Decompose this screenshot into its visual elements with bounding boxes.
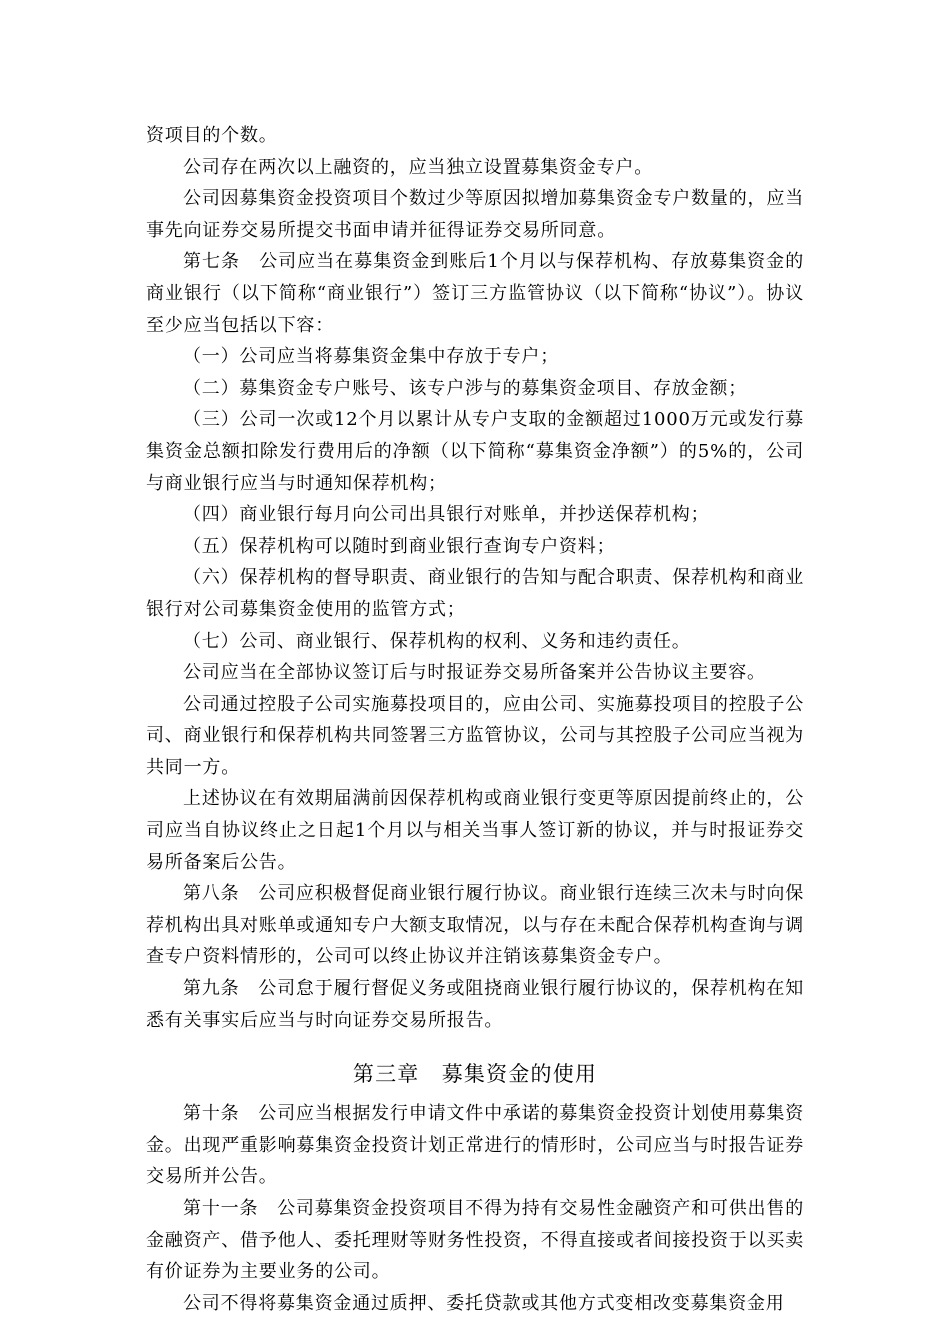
list-item: （六）保荐机构的督导职责、商业银行的告知与配合职责、保荐机构和商业银行对公司募集资金使用的监管方式；: [146, 567, 804, 620]
paragraph: 公司因募集资金投资项目个数过少等原因拟增加募集资金专户数量的，应当事先向证券交易所提交书面申请并征得证券交易所同意。: [146, 188, 804, 241]
list-item: （四）商业银行每月向公司出具银行对账单，并抄送保荐机构；: [183, 504, 710, 526]
article-11: 第十一条 公司募集资金投资项目不得为持有交易性金融资产和可供出售的金融资产、借予他人、委托理财等财务性投资，不得直接或者间接投资于以买卖有价证券为主要业务的公司。: [146, 1198, 804, 1283]
list-item: （一）公司应当将募集资金集中存放于专户；: [183, 346, 559, 368]
document-body: [146, 120, 804, 1319]
list-item: （七）公司、商业银行、保荐机构的权利、义务和违约责任。: [183, 630, 691, 652]
chapter-title: 第三章 募集资金的使用: [352, 1062, 598, 1087]
article-10: 第十条 公司应当根据发行申请文件中承诺的募集资金投资计划使用募集资金。出现严重影响募集资金投资计划正常进行的情形时，公司应当与时报告证券交易所并公告。: [146, 1103, 804, 1188]
list-item: （三）公司一次或12个月以累计从专户支取的金额超过1000万元或发行募集资金总额扣除发行费用后的净额（以下简称“募集资金净额”）的5%的，公司与商业银行应当与时通知保荐机构；: [146, 409, 804, 494]
article-9: 第九条 公司怠于履行督促义务或阻挠商业银行履行协议的，保荐机构在知悉有关事实后应当与时向证券交易所报告。: [146, 978, 804, 1031]
article-7: 第七条 公司应当在募集资金到账后1个月以与保荐机构、存放募集资金的商业银行（以下简称“商业银行”）签订三方监管协议（以下简称“协议”）。协议至少应当包括以下容：: [146, 251, 804, 336]
paragraph: 资项目的个数。: [146, 125, 278, 146]
paragraph: 公司通过控股子公司实施募投项目的，应由公司、实施募投项目的控股子公司、商业银行和保荐机构共同签署三方监管协议，公司与其控股子公司应当视为共同一方。: [146, 693, 804, 778]
list-item: （五）保荐机构可以随时到商业银行查询专户资料；: [183, 535, 616, 557]
article-8: 第八条 公司应积极督促商业银行履行协议。商业银行连续三次未与时向保荐机构出具对账单或通知专户大额支取情况，以与存在未配合保荐机构查询与调查专户资料情形的，公司可以终止协议并注销该募集资金专户。: [146, 883, 804, 968]
list-item: （二）募集资金专户账号、该专户涉与的募集资金项目、存放金额；: [183, 377, 747, 399]
paragraph: 公司不得将募集资金通过质押、委托贷款或其他方式变相改变募集资金用: [183, 1292, 785, 1314]
paragraph: 公司应当在全部协议签订后与时报证券交易所备案并公告协议主要容。: [183, 662, 766, 684]
paragraph: 上述协议在有效期届满前因保荐机构或商业银行变更等原因提前终止的，公司应当自协议终止之日起1个月以与相关当事人签订新的协议，并与时报证券交易所备案后公告。: [146, 788, 804, 873]
paragraph: 公司存在两次以上融资的，应当独立设置募集资金专户。: [183, 156, 653, 178]
